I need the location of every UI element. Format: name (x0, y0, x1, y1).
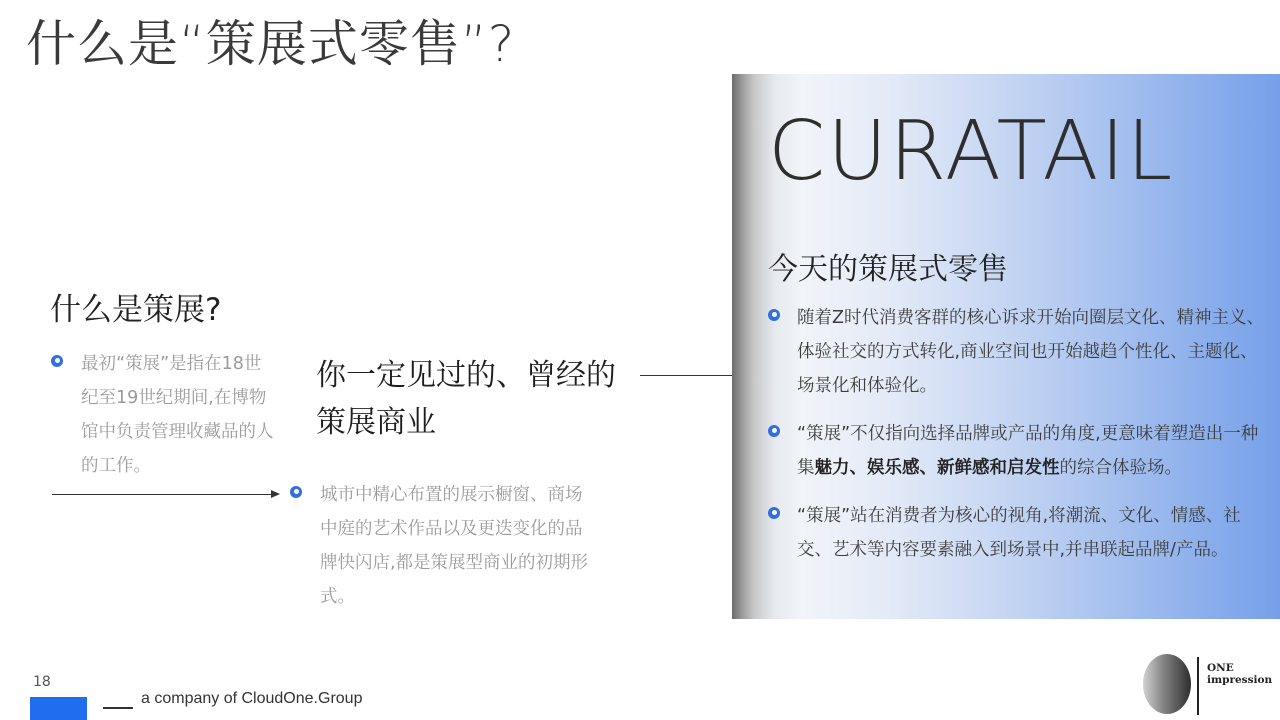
panel-bullet (768, 301, 1268, 403)
panel-brand: CURATAIL (768, 104, 1175, 199)
middle-heading: 你一定见过的、曾经的策展商业 (316, 358, 616, 440)
panel-bullet-text (797, 417, 1265, 485)
logo-text (1207, 662, 1272, 686)
bullet2-post: 的综合体验场。 (1059, 458, 1182, 478)
page-title: 什么是“策展式零售”? (26, 15, 516, 73)
left-bullet-text: 最初“策展”是指在18世纪至19世纪期间,在博物馆中负责管理收藏品的人的工作。 (81, 354, 274, 476)
middle-bullet (290, 478, 590, 614)
bullet-icon (768, 425, 780, 437)
panel-subtitle: 今天的策展式零售 (768, 252, 1008, 287)
panel-bullet-text: “策展”站在消费者为核心的视角,将潮流、文化、情感、社交、艺术等内容要素融入到场景中,并串联起品牌/产品。 (797, 506, 1241, 560)
left-heading: 什么是策展? (50, 292, 222, 328)
logo-icon (1143, 654, 1191, 714)
panel-bullet (768, 499, 1268, 567)
page-number: 18 (33, 674, 51, 690)
panel-bullet (768, 417, 1268, 485)
logo-line2: impression (1207, 674, 1273, 686)
footer-accent-block (30, 697, 87, 720)
curatail-panel (732, 74, 1280, 619)
logo-line1: ONE (1207, 662, 1234, 674)
right-arrow-icon (52, 494, 278, 495)
bullet2-pre: “策展”不仅指向选择品牌或产品的角度,更意味着塑造出一种集 (797, 424, 1259, 478)
footer-company: a company of CloudOne.Group (141, 690, 363, 707)
bullet2-emphasis: 魅力、娱乐感、新鲜感和启发性 (814, 458, 1060, 478)
bullet-icon (51, 355, 63, 367)
footer-divider (103, 707, 133, 709)
bullet-icon (768, 507, 780, 519)
middle-bullet-text: 城市中精心布置的展示橱窗、商场中庭的艺术作品以及更迭变化的品牌快闪店,都是策展型商业的初期形式。 (320, 485, 589, 607)
panel-bullet-text: 随着Z时代消费客群的核心诉求开始向圈层文化、精神主义、体验社交的方式转化,商业空间也开始越趋个性化、主题化、场景化和体验化。 (797, 308, 1264, 396)
logo-divider (1197, 657, 1199, 715)
left-bullet (51, 347, 281, 483)
bullet-icon (768, 309, 780, 321)
bullet-icon (290, 486, 302, 498)
